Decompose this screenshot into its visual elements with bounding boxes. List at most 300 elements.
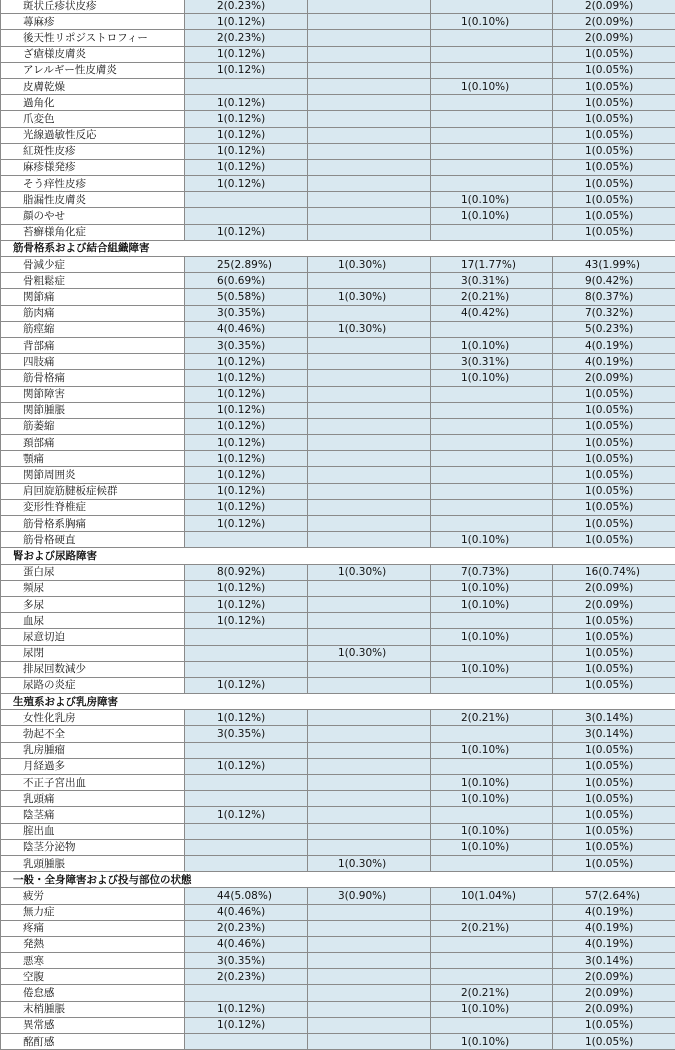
value-cell-col1 [185, 273, 308, 289]
value-cell-col3 [431, 224, 553, 240]
value-text: 1(0.10%) [431, 792, 509, 806]
value-cell-col3 [431, 742, 553, 758]
event-name-cell: 紅斑性皮疹 [1, 143, 185, 159]
value-text: 9(0.42%) [553, 274, 633, 288]
table-row [1, 613, 675, 629]
table-row [1, 418, 675, 434]
value-cell-col4 [553, 839, 675, 855]
value-cell-col4 [553, 855, 675, 871]
value-cell-col1 [185, 823, 308, 839]
value-cell-col2 [308, 0, 431, 14]
event-name-cell: 顎痛 [1, 451, 185, 467]
event-name-cell: 異常感 [1, 1017, 185, 1033]
event-name-cell: 空腹 [1, 969, 185, 985]
value-text: 1(0.12%) [185, 436, 265, 450]
value-text: 1(0.12%) [185, 371, 265, 385]
value-text: 1(0.05%) [553, 678, 633, 692]
event-name-cell: 疲労 [1, 888, 185, 904]
value-cell-col3 [431, 62, 553, 78]
event-name-cell: 関節障害 [1, 386, 185, 402]
value-text: 2(0.23%) [185, 0, 265, 13]
value-cell-col3 [431, 613, 553, 629]
value-cell-col1 [185, 321, 308, 337]
value-text: 1(0.10%) [431, 371, 509, 385]
value-text: 2(0.09%) [553, 598, 633, 612]
category-label: 腎および尿路障害 [1, 548, 675, 564]
table-row [1, 451, 675, 467]
value-text: 25(2.89%) [185, 258, 272, 272]
value-text: 2(0.23%) [185, 31, 265, 45]
value-cell-col1 [185, 176, 308, 192]
value-cell-col1 [185, 613, 308, 629]
value-cell-col4 [553, 758, 675, 774]
event-name-cell: 筋骨格系胸痛 [1, 516, 185, 532]
value-cell-col2 [308, 499, 431, 515]
table-row [1, 855, 675, 871]
table-row [1, 354, 675, 370]
value-cell-col4 [553, 337, 675, 353]
value-cell-col3 [431, 354, 553, 370]
value-cell-col1 [185, 580, 308, 596]
value-cell-col3 [431, 1017, 553, 1033]
value-cell-col2 [308, 176, 431, 192]
category-row [1, 240, 675, 256]
table-row [1, 111, 675, 127]
value-cell-col2 [308, 807, 431, 823]
value-text: 1(0.30%) [308, 290, 386, 304]
value-text: 2(0.09%) [553, 31, 633, 45]
value-cell-col3 [431, 823, 553, 839]
value-cell-col1 [185, 855, 308, 871]
value-cell-col3 [431, 14, 553, 30]
value-text: 1(0.10%) [431, 776, 509, 790]
value-cell-col2 [308, 677, 431, 693]
table-row [1, 1034, 675, 1050]
value-text: 2(0.09%) [553, 0, 633, 13]
table-row [1, 224, 675, 240]
value-cell-col4 [553, 224, 675, 240]
value-cell-col1 [185, 143, 308, 159]
value-text: 1(0.12%) [185, 517, 265, 531]
value-cell-col3 [431, 516, 553, 532]
value-cell-col2 [308, 839, 431, 855]
value-cell-col3 [431, 208, 553, 224]
table-row [1, 305, 675, 321]
value-cell-col3 [431, 775, 553, 791]
value-text: 3(0.14%) [553, 727, 633, 741]
value-cell-col1 [185, 920, 308, 936]
value-cell-col3 [431, 677, 553, 693]
event-name-cell: 変形性脊椎症 [1, 499, 185, 515]
value-text: 3(0.35%) [185, 339, 265, 353]
table-row [1, 677, 675, 693]
value-cell-col2 [308, 985, 431, 1001]
event-name-cell: 腟出血 [1, 823, 185, 839]
value-text: 6(0.69%) [185, 274, 265, 288]
value-text: 2(0.21%) [431, 711, 509, 725]
event-name-cell: 後天性リポジストロフィー [1, 30, 185, 46]
value-text: 1(0.30%) [308, 258, 386, 272]
value-text: 1(0.10%) [431, 840, 509, 854]
category-row [1, 872, 675, 888]
value-cell-col3 [431, 532, 553, 548]
category-label: 一般・全身障害および投与部位の状態 [1, 872, 675, 888]
value-text: 8(0.92%) [185, 565, 265, 579]
table-row [1, 14, 675, 30]
value-text: 1(0.05%) [553, 63, 633, 77]
value-text: 1(0.10%) [431, 339, 509, 353]
table-row [1, 273, 675, 289]
value-text: 1(0.05%) [553, 436, 633, 450]
value-cell-col4 [553, 467, 675, 483]
table-row [1, 208, 675, 224]
value-text: 1(0.05%) [553, 840, 633, 854]
value-cell-col4 [553, 969, 675, 985]
value-text: 1(0.05%) [553, 533, 633, 547]
event-name-cell: 陰茎痛 [1, 807, 185, 823]
value-text: 1(0.05%) [553, 500, 633, 514]
value-text: 1(0.05%) [553, 144, 633, 158]
table-row [1, 596, 675, 612]
value-cell-col3 [431, 710, 553, 726]
table-row [1, 920, 675, 936]
event-name-cell: 脂漏性皮膚炎 [1, 192, 185, 208]
value-cell-col3 [431, 726, 553, 742]
value-cell-col2 [308, 1001, 431, 1017]
event-name-cell: 苔癬様角化症 [1, 224, 185, 240]
value-cell-col1 [185, 224, 308, 240]
value-text: 2(0.23%) [185, 970, 265, 984]
value-cell-col3 [431, 159, 553, 175]
category-label: 筋骨格系および結合組織障害 [1, 240, 675, 256]
value-cell-col2 [308, 321, 431, 337]
value-cell-col3 [431, 370, 553, 386]
value-cell-col4 [553, 564, 675, 580]
table-row [1, 807, 675, 823]
event-name-cell: 筋萎縮 [1, 418, 185, 434]
value-cell-col1 [185, 596, 308, 612]
value-cell-col1 [185, 483, 308, 499]
value-cell-col3 [431, 904, 553, 920]
value-cell-col3 [431, 920, 553, 936]
event-name-cell: 蕁麻疹 [1, 14, 185, 30]
value-text: 8(0.37%) [553, 290, 633, 304]
value-cell-col4 [553, 613, 675, 629]
value-cell-col1 [185, 127, 308, 143]
table-row [1, 127, 675, 143]
table-row [1, 985, 675, 1001]
event-name-cell: 乳頭腫脹 [1, 855, 185, 871]
value-text: 1(0.12%) [185, 808, 265, 822]
value-text: 10(1.04%) [431, 889, 516, 903]
table-row [1, 532, 675, 548]
value-text: 2(0.21%) [431, 921, 509, 935]
table-row [1, 435, 675, 451]
value-text: 1(0.05%) [553, 759, 633, 773]
value-cell-col3 [431, 451, 553, 467]
value-cell-col2 [308, 159, 431, 175]
value-cell-col1 [185, 1034, 308, 1050]
value-text: 1(0.10%) [431, 209, 509, 223]
event-name-cell: 尿意切迫 [1, 629, 185, 645]
value-cell-col4 [553, 677, 675, 693]
table-row [1, 321, 675, 337]
value-cell-col2 [308, 936, 431, 952]
table-row [1, 791, 675, 807]
value-text: 4(0.46%) [185, 905, 265, 919]
event-name-cell: 斑状丘疹状皮疹 [1, 0, 185, 14]
value-cell-col2 [308, 78, 431, 94]
value-cell-col2 [308, 451, 431, 467]
event-name-cell: 関節痛 [1, 289, 185, 305]
value-cell-col4 [553, 661, 675, 677]
value-cell-col4 [553, 354, 675, 370]
value-cell-col1 [185, 499, 308, 515]
table-row [1, 257, 675, 273]
event-name-cell: 不正子宮出血 [1, 775, 185, 791]
value-cell-col4 [553, 953, 675, 969]
value-cell-col1 [185, 30, 308, 46]
table-row [1, 823, 675, 839]
value-cell-col2 [308, 888, 431, 904]
event-name-cell: 筋骨格痛 [1, 370, 185, 386]
event-name-cell: 麻疹様発疹 [1, 159, 185, 175]
value-text: 17(1.77%) [431, 258, 516, 272]
table-row [1, 95, 675, 111]
value-text: 1(0.05%) [553, 112, 633, 126]
value-cell-col3 [431, 111, 553, 127]
value-text: 1(0.12%) [185, 387, 265, 401]
value-cell-col2 [308, 904, 431, 920]
value-cell-col1 [185, 985, 308, 1001]
table-row [1, 337, 675, 353]
value-cell-col4 [553, 111, 675, 127]
value-text: 1(0.12%) [185, 15, 265, 29]
value-text: 2(0.09%) [553, 15, 633, 29]
value-cell-col2 [308, 758, 431, 774]
value-cell-col1 [185, 677, 308, 693]
value-cell-col2 [308, 273, 431, 289]
value-text: 3(0.14%) [553, 954, 633, 968]
value-cell-col1 [185, 904, 308, 920]
value-text: 3(0.35%) [185, 306, 265, 320]
event-name-cell: 肩回旋筋腱板症候群 [1, 483, 185, 499]
value-text: 1(0.05%) [553, 160, 633, 174]
table-row [1, 499, 675, 515]
value-cell-col1 [185, 710, 308, 726]
value-text: 1(0.12%) [185, 1002, 265, 1016]
value-text: 2(0.23%) [185, 921, 265, 935]
value-text: 1(0.10%) [431, 193, 509, 207]
table-row [1, 386, 675, 402]
table-row [1, 1017, 675, 1033]
value-cell-col3 [431, 143, 553, 159]
value-cell-col1 [185, 305, 308, 321]
value-text: 1(0.05%) [553, 743, 633, 757]
value-cell-col1 [185, 111, 308, 127]
value-cell-col4 [553, 127, 675, 143]
value-cell-col2 [308, 224, 431, 240]
value-cell-col4 [553, 742, 675, 758]
event-name-cell: 排尿回数減少 [1, 661, 185, 677]
value-cell-col2 [308, 257, 431, 273]
value-cell-col2 [308, 127, 431, 143]
event-name-cell: 疼痛 [1, 920, 185, 936]
value-cell-col3 [431, 758, 553, 774]
value-cell-col2 [308, 370, 431, 386]
value-text: 1(0.05%) [553, 452, 633, 466]
value-cell-col1 [185, 661, 308, 677]
value-cell-col2 [308, 710, 431, 726]
event-name-cell: 倦怠感 [1, 985, 185, 1001]
table-row [1, 888, 675, 904]
value-cell-col4 [553, 726, 675, 742]
event-name-cell: 尿路の炎症 [1, 677, 185, 693]
value-cell-col2 [308, 467, 431, 483]
value-cell-col3 [431, 467, 553, 483]
table-body [1, 0, 675, 1050]
event-name-cell: 多尿 [1, 596, 185, 612]
value-cell-col2 [308, 305, 431, 321]
value-cell-col3 [431, 1034, 553, 1050]
value-text: 1(0.12%) [185, 711, 265, 725]
value-cell-col3 [431, 435, 553, 451]
value-cell-col4 [553, 305, 675, 321]
event-name-cell: 酩酊感 [1, 1034, 185, 1050]
value-text: 1(0.12%) [185, 581, 265, 595]
value-cell-col1 [185, 208, 308, 224]
value-text: 1(0.05%) [553, 193, 633, 207]
value-cell-col1 [185, 467, 308, 483]
value-cell-col3 [431, 321, 553, 337]
value-text: 1(0.10%) [431, 598, 509, 612]
value-cell-col2 [308, 613, 431, 629]
value-cell-col4 [553, 192, 675, 208]
value-text: 1(0.05%) [553, 128, 633, 142]
value-cell-col4 [553, 936, 675, 952]
value-cell-col1 [185, 289, 308, 305]
value-text: 16(0.74%) [553, 565, 640, 579]
value-cell-col1 [185, 775, 308, 791]
value-cell-col1 [185, 758, 308, 774]
event-name-cell: 勃起不全 [1, 726, 185, 742]
event-name-cell: 骨粗鬆症 [1, 273, 185, 289]
value-text: 1(0.12%) [185, 1018, 265, 1032]
value-text: 1(0.12%) [185, 468, 265, 482]
value-cell-col2 [308, 920, 431, 936]
value-cell-col1 [185, 807, 308, 823]
value-cell-col2 [308, 516, 431, 532]
value-cell-col4 [553, 920, 675, 936]
value-cell-col1 [185, 969, 308, 985]
value-cell-col2 [308, 192, 431, 208]
value-text: 3(0.31%) [431, 274, 509, 288]
value-text: 1(0.05%) [553, 209, 633, 223]
value-cell-col2 [308, 791, 431, 807]
value-text: 3(0.35%) [185, 727, 265, 741]
value-cell-col4 [553, 791, 675, 807]
event-name-cell: 乳頭痛 [1, 791, 185, 807]
table-row [1, 564, 675, 580]
value-text: 1(0.12%) [185, 419, 265, 433]
value-text: 4(0.42%) [431, 306, 509, 320]
event-name-cell: 血尿 [1, 613, 185, 629]
value-cell-col4 [553, 516, 675, 532]
value-cell-col1 [185, 791, 308, 807]
value-text: 4(0.19%) [553, 937, 633, 951]
value-text: 5(0.23%) [553, 322, 633, 336]
value-text: 1(0.12%) [185, 759, 265, 773]
table-row [1, 645, 675, 661]
value-cell-col2 [308, 742, 431, 758]
event-name-cell: 筋痙縮 [1, 321, 185, 337]
value-text: 1(0.30%) [308, 646, 386, 660]
value-cell-col4 [553, 435, 675, 451]
value-cell-col3 [431, 855, 553, 871]
value-cell-col4 [553, 386, 675, 402]
value-cell-col3 [431, 629, 553, 645]
value-cell-col1 [185, 192, 308, 208]
value-cell-col4 [553, 14, 675, 30]
value-cell-col4 [553, 257, 675, 273]
table-row [1, 78, 675, 94]
value-cell-col4 [553, 451, 675, 467]
table-row [1, 30, 675, 46]
table-row [1, 467, 675, 483]
value-cell-col4 [553, 904, 675, 920]
value-text: 2(0.09%) [553, 1002, 633, 1016]
value-cell-col1 [185, 516, 308, 532]
value-text: 3(0.14%) [553, 711, 633, 725]
value-text: 1(0.10%) [431, 80, 509, 94]
value-cell-col4 [553, 321, 675, 337]
value-text: 5(0.58%) [185, 290, 265, 304]
value-text: 2(0.21%) [431, 986, 509, 1000]
value-text: 1(0.10%) [431, 1002, 509, 1016]
value-cell-col2 [308, 580, 431, 596]
value-text: 1(0.12%) [185, 355, 265, 369]
table-row [1, 46, 675, 62]
value-text: 1(0.10%) [431, 533, 509, 547]
value-cell-col2 [308, 402, 431, 418]
event-name-cell: 無力症 [1, 904, 185, 920]
value-text: 4(0.46%) [185, 937, 265, 951]
value-cell-col1 [185, 532, 308, 548]
value-cell-col3 [431, 95, 553, 111]
value-cell-col3 [431, 645, 553, 661]
value-cell-col1 [185, 564, 308, 580]
value-cell-col1 [185, 62, 308, 78]
value-cell-col1 [185, 888, 308, 904]
value-text: 1(0.05%) [553, 96, 633, 110]
value-cell-col2 [308, 289, 431, 305]
value-text: 1(0.12%) [185, 678, 265, 692]
value-text: 1(0.10%) [431, 743, 509, 757]
value-text: 1(0.05%) [553, 177, 633, 191]
value-text: 4(0.46%) [185, 322, 265, 336]
value-cell-col3 [431, 888, 553, 904]
value-cell-col4 [553, 289, 675, 305]
value-cell-col2 [308, 30, 431, 46]
value-cell-col3 [431, 985, 553, 1001]
value-cell-col2 [308, 661, 431, 677]
value-cell-col2 [308, 483, 431, 499]
value-text: 1(0.05%) [553, 517, 633, 531]
value-cell-col3 [431, 402, 553, 418]
table-row [1, 953, 675, 969]
value-text: 1(0.12%) [185, 452, 265, 466]
value-text: 3(0.31%) [431, 355, 509, 369]
